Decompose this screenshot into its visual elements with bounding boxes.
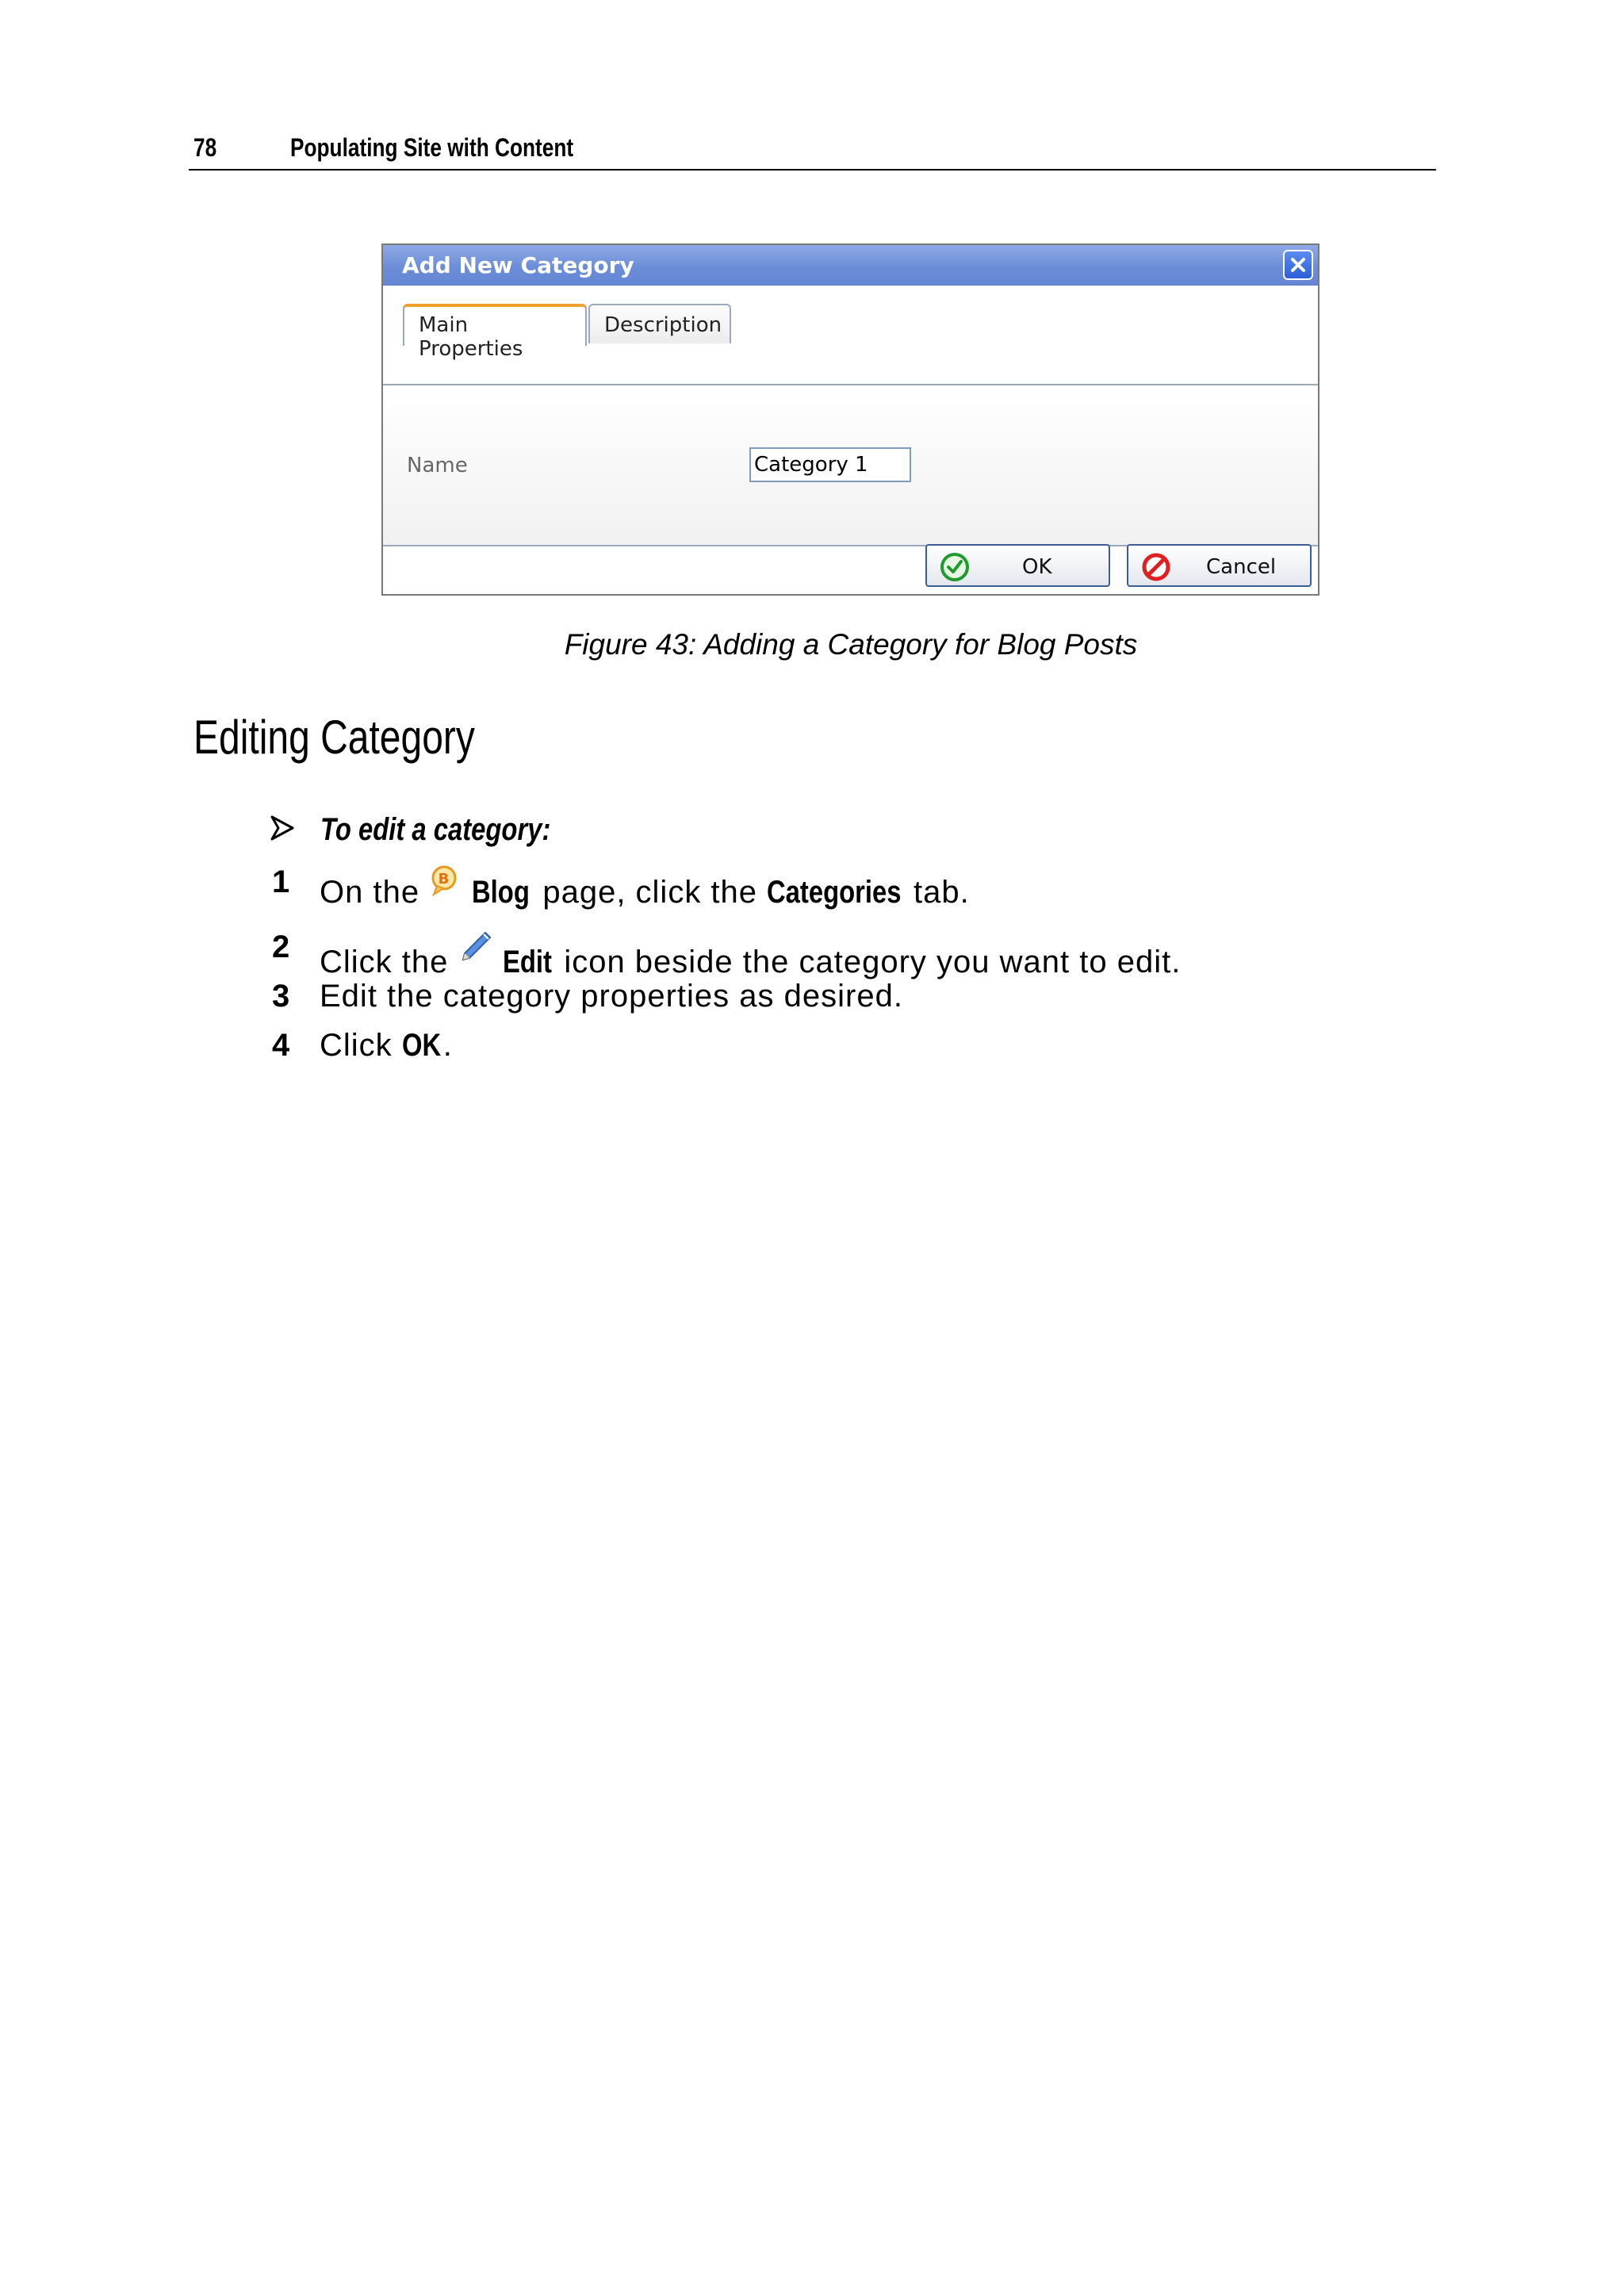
dialog-titlebar: [383, 245, 1318, 286]
step-text: tab.: [914, 875, 970, 910]
cancel-button[interactable]: [1127, 544, 1312, 587]
checkmark-icon: [940, 552, 970, 582]
chapter-title: Populating Site with Content: [290, 133, 574, 162]
svg-text:B: B: [438, 871, 450, 887]
tab-main-properties[interactable]: [403, 304, 587, 361]
close-icon: [1289, 256, 1307, 274]
tab-description[interactable]: [588, 304, 731, 343]
step-number: 3: [272, 979, 291, 1014]
step-text: page, click the: [542, 875, 758, 910]
tab-label: Main Properties: [419, 313, 523, 361]
step-text: Click the: [320, 945, 449, 979]
arrow-bullet-icon: [270, 815, 294, 841]
step-text: Edit the category properties as desired.: [320, 979, 903, 1014]
name-label: Name: [407, 454, 468, 477]
cancel-label: Cancel: [1206, 555, 1277, 579]
add-new-category-dialog: [381, 243, 1320, 596]
blog-icon: [429, 864, 462, 898]
step-number: 1: [272, 864, 291, 899]
procedure-title: To edit a category:: [320, 812, 551, 847]
header-rule: [189, 169, 1436, 171]
close-button[interactable]: [1283, 250, 1313, 280]
page-number: 78: [193, 133, 217, 162]
step-text: Click: [320, 1028, 393, 1063]
dialog-title: Add New Category: [402, 252, 634, 278]
step-text: On the: [320, 875, 420, 910]
name-input[interactable]: [749, 447, 911, 482]
ok-label: OK: [401, 1028, 441, 1063]
edit-label: Edit: [502, 945, 552, 979]
tab-label: Description: [604, 313, 722, 337]
blog-label: Blog: [472, 875, 530, 910]
cancel-icon: [1141, 552, 1171, 582]
step-text: icon beside the category you want to edit.: [564, 945, 1182, 979]
figure-caption: Figure 43: Adding a Category for Blog Posts: [564, 628, 1138, 661]
tab-strip: [383, 286, 1318, 582]
section-heading: Editing Category: [193, 711, 475, 764]
pencil-edit-icon: [458, 930, 493, 964]
ok-label: OK: [1022, 555, 1052, 579]
step-number: 4: [272, 1028, 291, 1063]
tab-panel: [383, 384, 1318, 546]
step-number: 2: [272, 930, 291, 964]
ok-button[interactable]: [925, 544, 1110, 587]
step-text: .: [442, 1028, 453, 1063]
categories-label: Categories: [767, 875, 902, 910]
